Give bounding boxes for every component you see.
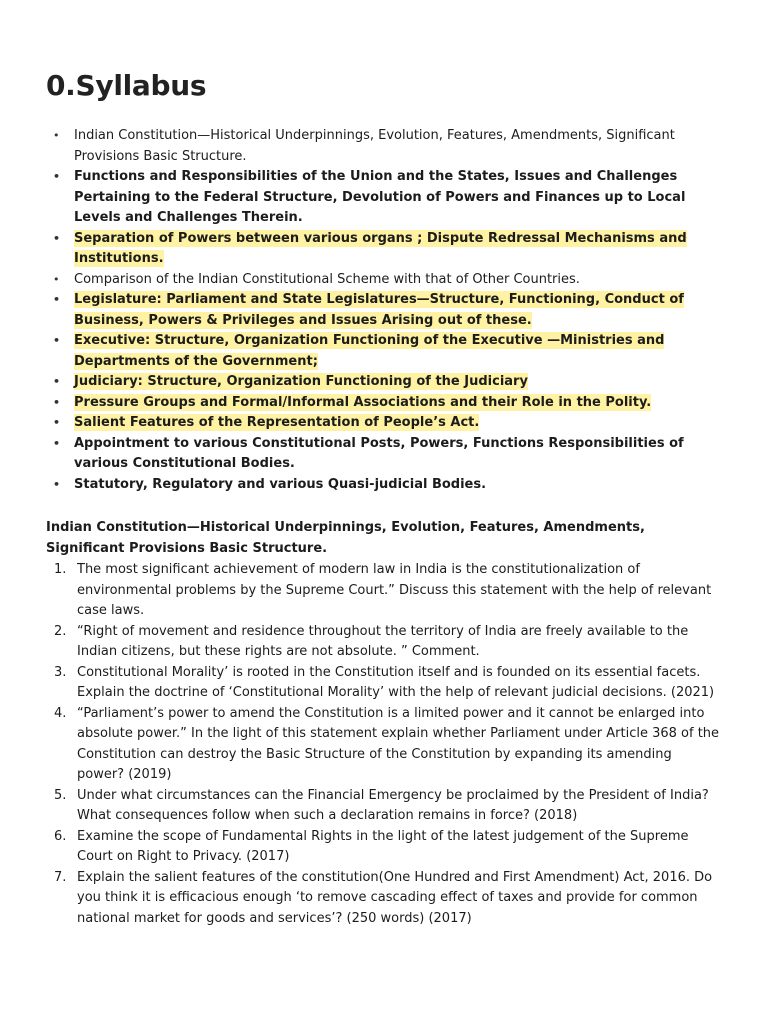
syllabus-item-text: Functions and Responsibilities of the Union and the States, Issues and Challenges Pertaining to the Federal Structure, Devolution of Powers and Finances up to Local Levels and Challenges Therein. (74, 169, 686, 225)
syllabus-item-text: Indian Constitution—Historical Underpinnings, Evolution, Features, Amendments, Significant Provisions Basic Structure. (74, 128, 675, 164)
syllabus-item (46, 372, 722, 393)
syllabus-item (46, 331, 722, 372)
question-number: 5. (54, 787, 67, 803)
syllabus-item-text-highlighted: Legislature: Parliament and State Legislatures—Structure, Functioning, Conduct of Business, Powers & Privileges and Issues Arising out of these. (74, 292, 684, 328)
syllabus-item-text-highlighted: Executive: Structure, Organization Functioning of the Executive —Ministries and Departments of the Government; (74, 333, 665, 369)
question-text: The most significant achievement of modern law in India is the constitutionalization of environmental problems by the Supreme Court.” Discuss this statement with the help of relevant case laws. (77, 562, 712, 618)
question-item (46, 663, 722, 704)
syllabus-item (46, 126, 722, 167)
syllabus-list (46, 126, 722, 495)
syllabus-item (46, 413, 722, 434)
question-item (46, 868, 722, 930)
section-heading: Indian Constitution—Historical Underpinnings, Evolution, Features, Amendments, Significant Provisions Basic Structure. (46, 520, 645, 556)
question-item (46, 560, 722, 622)
question-text: Under what circumstances can the Financial Emergency be proclaimed by the President of India? What consequences follow when such a declaration remains in force? (2018) (77, 787, 709, 823)
question-item (46, 704, 722, 786)
question-number: 3. (54, 664, 67, 680)
question-list (46, 560, 722, 929)
question-text: Explain the salient features of the constitution(One Hundred and First Amendment) Act, 2016. Do you think it is efficacious enough ‘to remove cascading effect of taxes and provide for common national market for goods and services’? (250 words) (2017) (77, 869, 713, 926)
question-item (46, 827, 722, 868)
question-number: 2. (54, 623, 67, 639)
syllabus-item-text-highlighted: Pressure Groups and Formal/Informal Associations and their Role in the Polity. (74, 394, 652, 410)
page-title: 0.Syllabus (46, 69, 207, 102)
question-item (46, 622, 722, 663)
syllabus-item (46, 393, 722, 414)
syllabus-item-text-highlighted: Salient Features of the Representation of People’s Act. (74, 415, 480, 430)
syllabus-item-text: Comparison of the Indian Constitutional Scheme with that of Other Countries. (74, 271, 580, 287)
syllabus-item (46, 270, 722, 291)
question-text: Constitutional Morality’ is rooted in the Constitution itself and is founded on its essential facets. Explain the doctrine of ‘Constitutional Morality’ with the help of relevant judicial decisions. (2021) (77, 664, 715, 700)
question-number: 1. (54, 562, 67, 577)
syllabus-item (46, 167, 722, 229)
syllabus-item (46, 290, 722, 331)
question-text: “Right of movement and residence throughout the territory of India are freely available to the Indian citizens, but these rights are not absolute. ” Comment. (77, 623, 689, 659)
syllabus-item-text: Appointment to various Constitutional Posts, Powers, Functions Responsibilities of various Constitutional Bodies. (74, 435, 684, 471)
question-text: Examine the scope of Fundamental Rights in the light of the latest judgement of the Supreme Court on Right to Privacy. (2017) (77, 828, 689, 864)
syllabus-item (46, 229, 722, 270)
question-text: “Parliament’s power to amend the Constitution is a limited power and it cannot be enlarged into absolute power.” In the light of this statement explain whether Parliament under Article 368 of the Constitution can destroy the Basic Structure of the Constitution by expanding its amending power? (2019) (77, 705, 720, 782)
question-number: 4. (54, 705, 67, 721)
question-number: 7. (54, 869, 67, 885)
question-number: 6. (54, 828, 67, 844)
question-item (46, 786, 722, 827)
syllabus-item-text-highlighted: Separation of Powers between various organs ; Dispute Redressal Mechanisms and Institutions. (74, 230, 687, 266)
syllabus-item-text-highlighted: Judiciary: Structure, Organization Functioning of the Judiciary (74, 374, 528, 389)
syllabus-item (46, 475, 722, 496)
syllabus-item (46, 434, 722, 475)
syllabus-item-text: Statutory, Regulatory and various Quasi-judicial Bodies. (74, 476, 487, 492)
